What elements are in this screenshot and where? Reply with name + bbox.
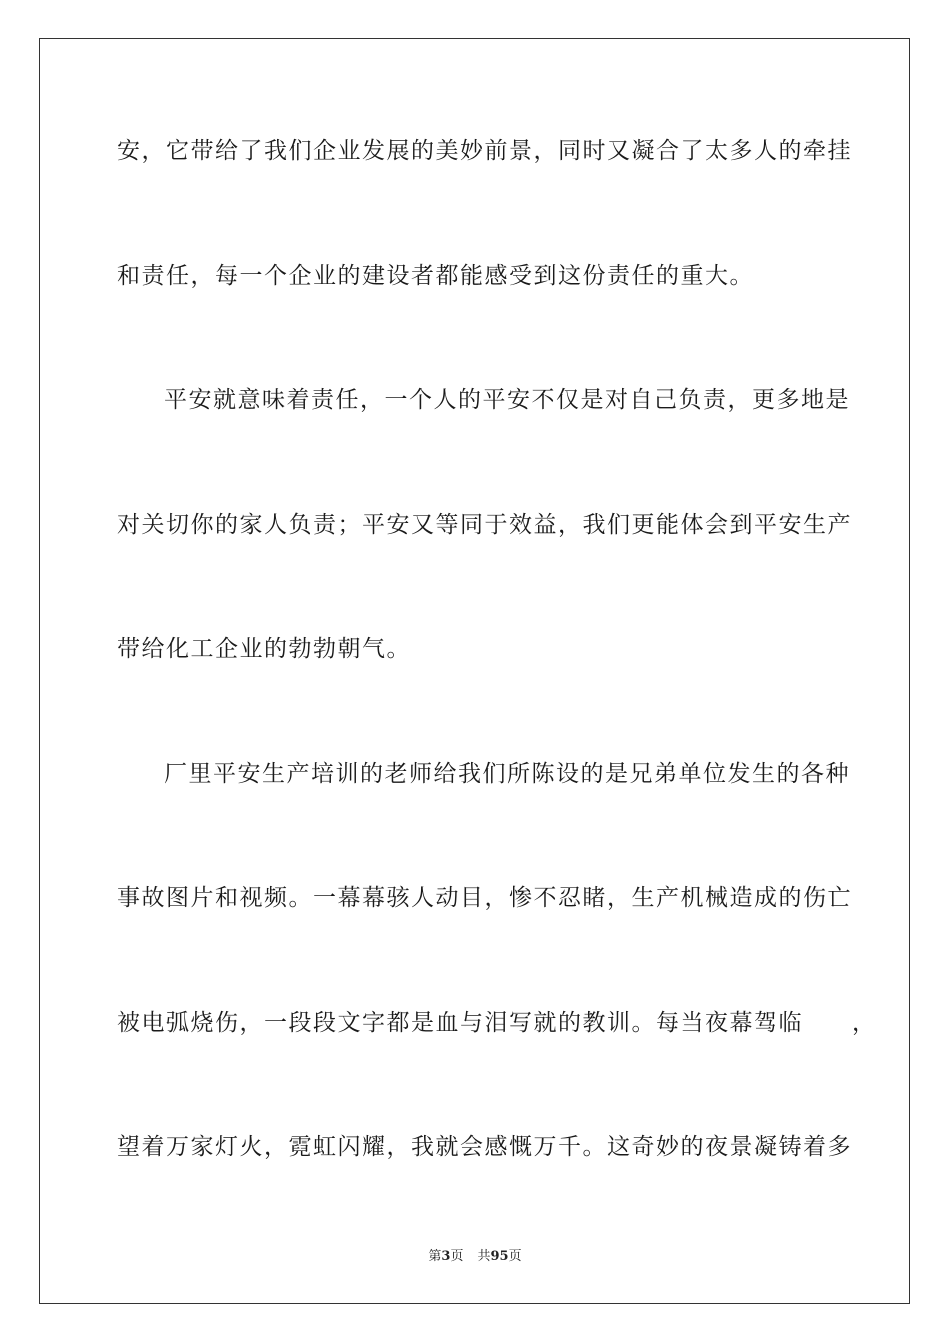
text-line: 望着万家灯火，霓虹闪耀，我就会感慨万千。这奇妙的夜景凝铸着多 xyxy=(117,1134,852,1160)
text-line: 对关切你的家人负责；平安又等同于效益，我们更能体会到平安生产 xyxy=(117,512,852,538)
page-border xyxy=(39,38,910,1304)
text-line: 安，它带给了我们企业发展的美妙前景，同时又凝合了太多人的牵挂 xyxy=(117,138,852,164)
page-suffix: 页 xyxy=(450,1249,464,1264)
total-suffix: 页 xyxy=(508,1249,522,1264)
page-footer xyxy=(0,1248,950,1266)
page-current: 3 xyxy=(441,1249,451,1264)
text-line: 带给化工企业的勃勃朝气。 xyxy=(117,636,411,662)
text-line: 平安就意味着责任，一个人的平安不仅是对自己负责，更多地是 xyxy=(164,387,850,413)
page-total: 95 xyxy=(490,1249,509,1264)
text-line: 和责任，每一个企业的建设者都能感受到这份责任的重大。 xyxy=(117,263,754,289)
text-line: 厂里平安生产培训的老师给我们所陈设的是兄弟单位发生的各种 xyxy=(164,761,850,787)
text-line: 被电弧烧伤，一段段文字都是血与泪写就的教训。每当夜幕驾临 ， xyxy=(117,1010,877,1036)
text-line: 事故图片和视频。一幕幕骇人动目，惨不忍睹，生产机械造成的伤亡 xyxy=(117,885,852,911)
page-prefix: 第 xyxy=(428,1249,442,1264)
total-prefix: 共 xyxy=(477,1249,491,1264)
